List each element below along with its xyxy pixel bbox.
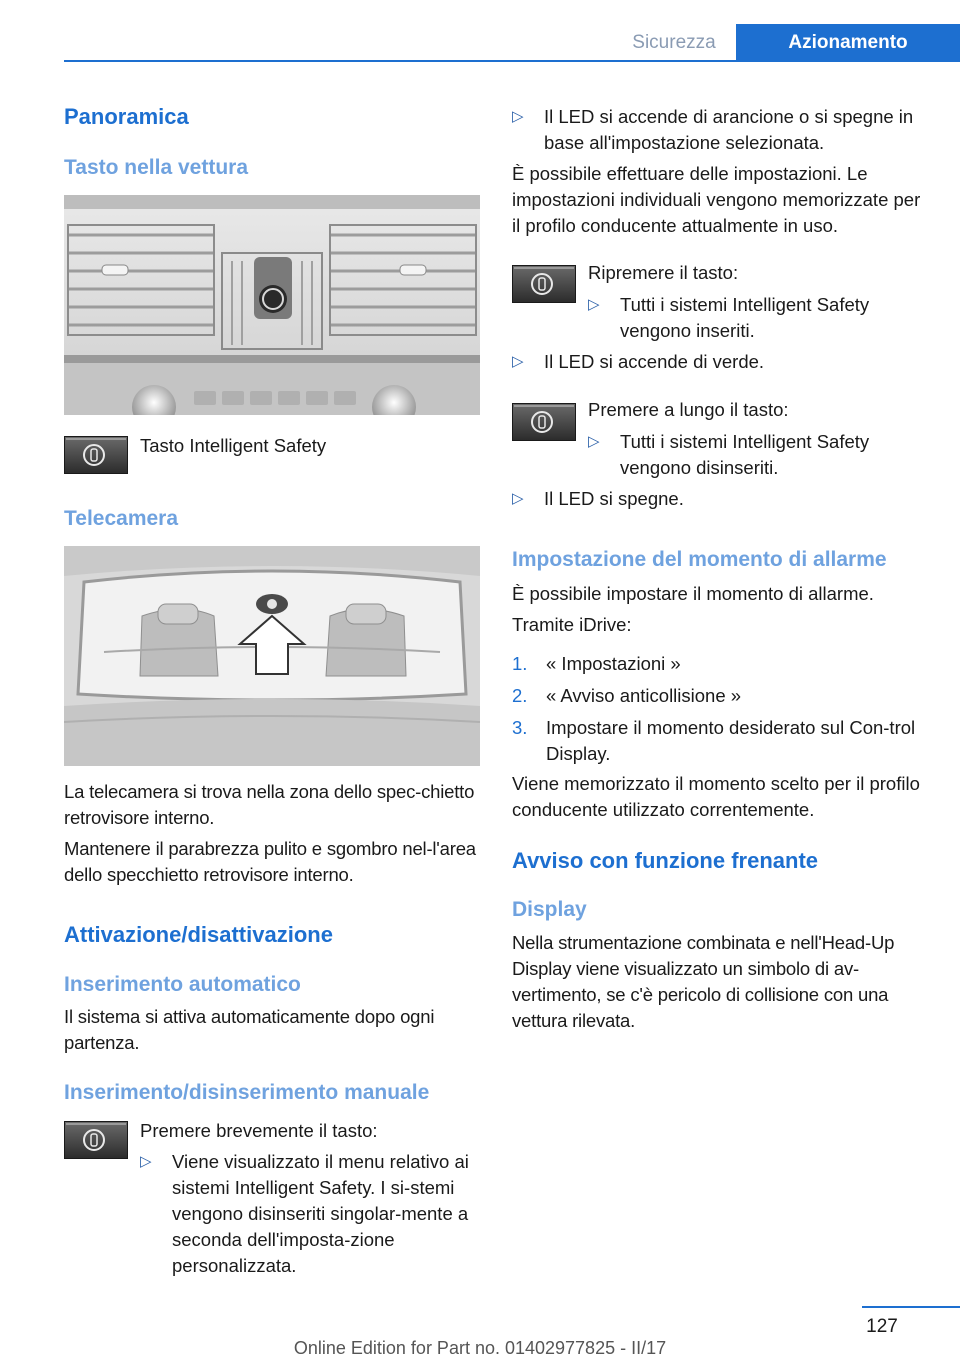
list-item <box>512 486 922 512</box>
paragraph-momento-allarme: È possibile impostare il momento di allarme. <box>512 583 874 604</box>
bullet-text: Tutti i sistemi Intelligent Safety vengono disinseriti. <box>620 431 870 478</box>
tab-sicurezza[interactable]: Sicurezza <box>632 32 716 53</box>
list-item <box>512 683 922 709</box>
paragraph-inserimento-automatico: Il sistema si attiva automaticamente dopo ogni partenza. <box>64 1006 435 1053</box>
bullet-text: Il LED si spegne. <box>544 488 684 509</box>
footer-rule <box>862 1306 960 1308</box>
heading-avviso-frenante: Avviso con funzione frenante <box>512 848 819 873</box>
paragraph-display: Nella strumentazione combinata e nell'Head-Up Display viene visualizzato un simbolo di av-vertimento, se c'è pericolo di collisione con una vettura rilevata. <box>512 932 895 1031</box>
list-item <box>512 715 922 767</box>
list-item <box>512 651 922 677</box>
step-text: « Impostazioni » <box>546 653 681 674</box>
step-number: 1. <box>512 653 528 674</box>
paragraph-tramite-idrive: Tramite iDrive: <box>512 614 632 635</box>
instruction-ripremere: Ripremere il tasto: <box>588 262 739 283</box>
list-item <box>140 1149 480 1279</box>
paragraph-impostazioni: È possibile effettuare delle impostazioni. Le impostazioni individuali vengono memorizzate per il profilo conducente attualmente in uso. <box>512 163 921 236</box>
instruction-premere-lungo: Premere a lungo il tasto: <box>588 399 789 420</box>
heading-panoramica: Panoramica <box>64 104 189 129</box>
caption-tasto-intelligent-safety: Tasto Intelligent Safety <box>140 435 327 456</box>
windshield-camera-photo <box>64 546 480 766</box>
triangle-bullet-icon: ▷ <box>512 108 524 125</box>
dashboard-button-photo <box>64 195 480 415</box>
step-text: « Avviso anticollisione » <box>546 685 742 706</box>
triangle-bullet-icon: ▷ <box>140 1153 152 1170</box>
bullet-text: Tutti i sistemi Intelligent Safety vengono inseriti. <box>620 294 870 341</box>
step-number: 2. <box>512 685 528 706</box>
heading-inserimento-manuale: Inserimento/disinserimento manuale <box>64 1081 430 1104</box>
paragraph-telecamera-posizione: La telecamera si trova nella zona dello spec-chietto retrovisore interno. <box>64 781 475 828</box>
bullet-text: Il LED si accende di arancione o si spegne in base all'impostazione selezionata. <box>544 106 914 153</box>
list-item <box>588 292 922 344</box>
instruction-premere-brevemente: Premere brevemente il tasto: <box>140 1120 378 1141</box>
triangle-bullet-icon: ▷ <box>588 296 600 313</box>
list-item <box>512 349 922 375</box>
heading-inserimento-automatico: Inserimento automatico <box>64 973 301 996</box>
heading-telecamera: Telecamera <box>64 507 179 530</box>
triangle-bullet-icon: ▷ <box>588 433 600 450</box>
list-item <box>512 104 922 156</box>
edition-footer: Online Edition for Part no. 01402977825 - II/17 <box>293 1338 667 1358</box>
heading-display: Display <box>512 898 587 921</box>
paragraph-telecamera-pulizia: Mantenere il parabrezza pulito e sgombro nel-l'area dello specchietto retrovisore interno. <box>64 838 476 885</box>
list-item <box>588 429 922 481</box>
step-number: 3. <box>512 717 528 738</box>
heading-momento-allarme: Impostazione del momento di allarme <box>512 548 887 571</box>
heading-attivazione: Attivazione/disattivazione <box>64 922 333 947</box>
bullet-text: Viene visualizzato il menu relativo ai sistemi Intelligent Safety. I si-stemi vengono disinseriti singolar-mente a seconda dell'imposta-zione personalizzata. <box>172 1151 469 1276</box>
paragraph-memorizzato: Viene memorizzato il momento scelto per il profilo conducente utilizzato correntemente. <box>512 773 920 820</box>
intelligent-safety-button-icon <box>64 436 128 474</box>
page-number: 127 <box>866 1316 898 1337</box>
bullet-text: Il LED si accende di verde. <box>544 351 765 372</box>
heading-tasto-vettura: Tasto nella vettura <box>64 156 248 179</box>
triangle-bullet-icon: ▷ <box>512 353 524 370</box>
step-text: Impostare il momento desiderato sul Con-trol Display. <box>546 717 916 764</box>
intelligent-safety-button-icon <box>512 403 576 441</box>
tab-azionamento[interactable]: Azionamento <box>736 24 960 62</box>
intelligent-safety-button-icon <box>64 1121 128 1159</box>
intelligent-safety-button-icon <box>512 265 576 303</box>
triangle-bullet-icon: ▷ <box>512 490 524 507</box>
